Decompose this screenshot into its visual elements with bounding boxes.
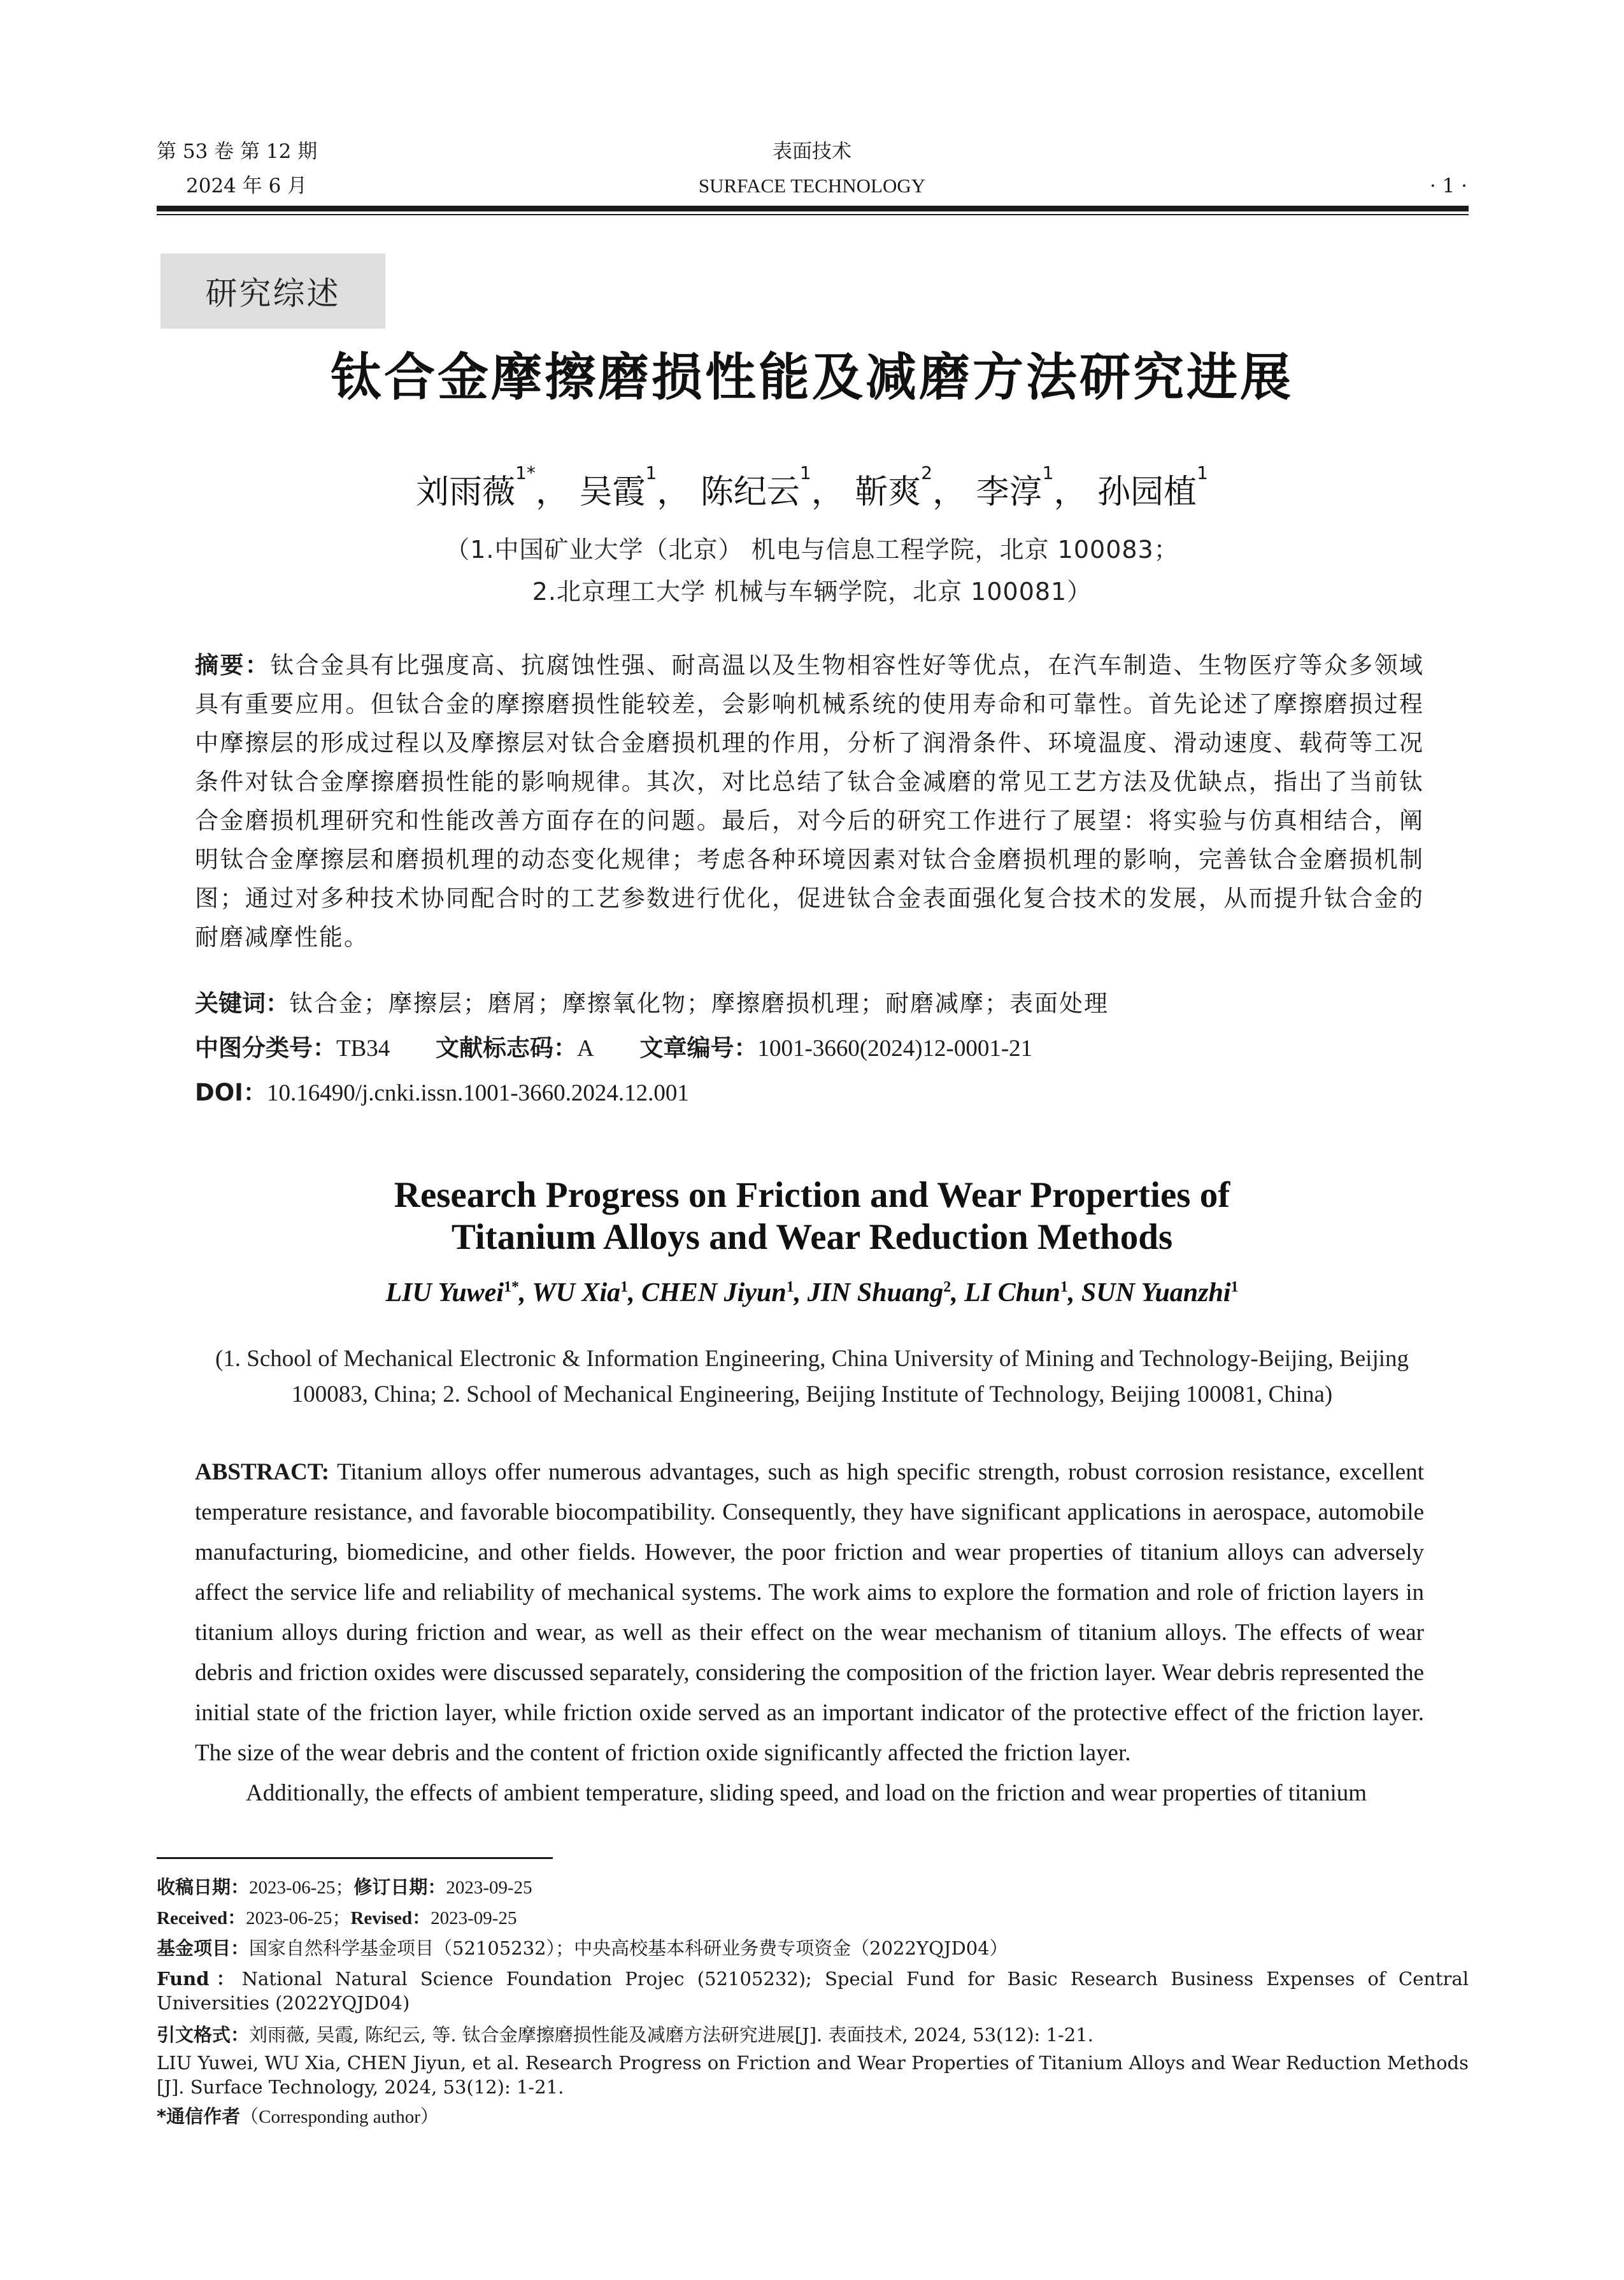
affiliation-en: (1. School of Mechanical Electronic & Information Engineering, China University of Mining and Technology-Beijing, Beijing 100083, China; 2. School of Mechanical Engineering, Beijing Institute of Technology, Beijing 100081, China) bbox=[215, 1346, 1409, 1407]
author-affiliation-mark: 1 bbox=[1230, 1279, 1239, 1295]
author-name-en: WU Xia bbox=[532, 1278, 621, 1307]
revised-cn-date: 2023-09-25 bbox=[446, 1877, 532, 1898]
abstract-label: 摘要： bbox=[195, 652, 271, 679]
article-no-value: 1001-3660(2024)12-0001-21 bbox=[757, 1036, 1033, 1062]
received-en-label: Received： bbox=[157, 1908, 246, 1928]
doi-line bbox=[195, 1076, 689, 1110]
fund-cn bbox=[157, 1936, 1469, 1960]
author-affiliation-mark: 2 bbox=[921, 462, 933, 483]
paper-title-cn: 钛合金摩擦磨损性能及减磨方法研究进展 bbox=[331, 348, 1293, 407]
author-name-en: SUN Yuanzhi bbox=[1081, 1278, 1231, 1307]
received-cn bbox=[157, 1875, 1469, 1900]
abstract-en bbox=[195, 1452, 1424, 1813]
keywords-text: 钛合金；摩擦层；磨屑；摩擦氧化物；摩擦磨损机理；耐磨减摩；表面处理 bbox=[289, 990, 1109, 1017]
author-name-en: CHEN Jiyun bbox=[641, 1278, 787, 1307]
footnote-rule bbox=[157, 1857, 553, 1859]
revised-en-label: Revised： bbox=[350, 1908, 431, 1928]
received-cn-label: 收稿日期： bbox=[157, 1876, 250, 1898]
author-name-en: LIU Yuwei bbox=[385, 1278, 504, 1307]
author-affiliation-mark: 1 bbox=[1197, 462, 1208, 483]
doi-label: DOI： bbox=[195, 1079, 267, 1106]
citation-en: LIU Yuwei, WU Xia, CHEN Jiyun, et al. Research Progress on Friction and Wear Properties of Titanium Alloys and Wear Reduction Methods [J]. Surface Technology, 2024, 53(12): 1-21. bbox=[157, 2052, 1469, 2098]
author-affiliation-mark: 1 bbox=[1060, 1279, 1068, 1295]
citation-cn-text: 刘雨薇, 吴霞, 陈纪云, 等. 钛合金摩擦磨损性能及减磨方法研究进展[J]. 表面技术, 2024, 53(12): 1-21. bbox=[249, 2024, 1093, 2046]
classification-line bbox=[195, 1032, 1032, 1065]
journal-title-cn: 表面技术 bbox=[773, 140, 851, 163]
revised-cn-label: 修订日期： bbox=[353, 1876, 446, 1898]
abstract-en-para2: Additionally, the effects of ambient temperature, sliding speed, and load on the friction and wear properties of titanium bbox=[246, 1780, 1367, 1806]
abstract-en-label: ABSTRACT: bbox=[195, 1459, 330, 1485]
paper-title-en-line2: Titanium Alloys and Wear Reduction Methods bbox=[451, 1217, 1173, 1257]
page-number: · 1 · bbox=[1429, 175, 1467, 197]
author-name: 吴霞 bbox=[579, 473, 646, 511]
received-cn-date: 2023-06-25； bbox=[249, 1877, 354, 1898]
received-en-date: 2023-06-25； bbox=[246, 1908, 351, 1928]
abstract-text: 钛合金具有比强度高、抗腐蚀性强、耐高温以及生物相容性好等优点，在汽车制造、生物医疗等众多领域具有重要应用。但钛合金的摩擦磨损性能较差，会影响机械系统的使用寿命和可靠性。首先论述了摩擦磨损过程中摩擦层的形成过程以及摩擦层对钛合金磨损机理的作用，分析了润滑条件、环境温度、滑动速度、载荷等工况条件对钛合金摩擦磨损性能的影响规律。其次，对比总结了钛合金减磨的常见工艺方法及优缺点，指出了当前钛合金磨损机理研究和性能改善方面存在的问题。最后，对今后的研究工作进行了展望：将实验与仿真相结合，阐明钛合金摩擦层和磨损机理的动态变化规律；考虑各种环境因素对钛合金磨损机理的影响，完善钛合金磨损机制图；通过对多种技术协同配合时的工艺参数进行优化，促进钛合金表面强化复合技术的发展，从而提升钛合金的耐磨减摩性能。 bbox=[195, 652, 1424, 951]
citation-cn bbox=[157, 2023, 1469, 2047]
clc-label: 中图分类号： bbox=[195, 1034, 336, 1062]
author-affiliation-mark: 1* bbox=[515, 462, 536, 483]
citation-cn-label: 引文格式： bbox=[157, 2024, 250, 2046]
keywords-label: 关键词： bbox=[195, 990, 289, 1017]
author-name: 李淳 bbox=[976, 473, 1043, 511]
doc-code-value: A bbox=[577, 1036, 594, 1062]
section-tag: 研究综述 bbox=[160, 253, 385, 329]
author-affiliation-mark: 1 bbox=[786, 1279, 794, 1295]
journal-title-en: SURFACE TECHNOLOGY bbox=[698, 175, 926, 197]
author-list-cn: 刘雨薇$^{1*}$， 吴霞$^1$， 陈纪云$^1$， 靳爽$^2$， 李淳$^1$， 孙园植$^1$ bbox=[416, 462, 1208, 511]
author-name: 陈纪云 bbox=[700, 473, 800, 511]
header-rule-thin bbox=[157, 214, 1469, 215]
abstract-en-para1: Titanium alloys offer numerous advantages, such as high specific strength, robust corrosion resistance, excellent temperature resistance, and favorable biocompatibility. Consequently, they have significant applications in aerospace, automobile manufacturing, biomedicine, and other fields. However, the poor friction and wear properties of titanium alloys can adversely affect the service life and reliability of mechanical systems. The work aims to explore the formation and role of friction layers in titanium alloys during friction and wear, as well as their effect on the wear mechanism of titanium alloys. The effects of wear debris and friction oxides were discussed separately, considering the composition of the friction layer. Wear debris represented the initial state of the friction layer, while friction oxide served as an important indicator of the protective effect of the friction layer. The size of the wear debris and the content of friction oxide significantly affected the friction layer. bbox=[195, 1459, 1424, 1766]
clc-value: TB34 bbox=[336, 1036, 390, 1062]
fund-cn-label: 基金项目： bbox=[157, 1937, 250, 1959]
author-list-en: LIU Yuwei$^{1*}$, WU Xia$^1$, CHEN Jiyun$^1$, JIN Shuang$^2$, LI Chun$^1$, SUN Yuanzhi$^1$ bbox=[385, 1278, 1239, 1307]
doi-link[interactable]: 10.16490/j.cnki.issn.1001-3660.2024.12.001 bbox=[266, 1080, 689, 1106]
received-en bbox=[157, 1906, 1469, 1930]
fund-cn-text: 国家自然科学基金项目（52105232）；中央高校基本科研业务费专项资金（2022YQJD04） bbox=[249, 1937, 1008, 1959]
author-name: 靳爽 bbox=[855, 473, 922, 511]
header-rule bbox=[157, 206, 1469, 211]
corresponding-label: *通信作者 bbox=[157, 2105, 241, 2127]
keywords bbox=[195, 987, 1109, 1020]
issue-date: 2024 年 6 月 bbox=[186, 175, 308, 197]
fund-en-label: Fund： bbox=[157, 1968, 242, 1990]
doc-code-label: 文献标志码： bbox=[436, 1034, 578, 1062]
author-affiliation-mark: 1 bbox=[620, 1279, 629, 1295]
author-affiliation-mark: 1 bbox=[1042, 462, 1054, 483]
corresponding-author bbox=[157, 2104, 1469, 2129]
volume-issue: 第 53 卷 第 12 期 bbox=[157, 140, 318, 163]
paper-title-en: Research Progress on Friction and Wear Properties of bbox=[394, 1175, 1230, 1215]
author-affiliation-mark: 1 bbox=[799, 462, 811, 483]
author-name-en: LI Chun bbox=[964, 1278, 1060, 1307]
author-name: 孙园植 bbox=[1097, 473, 1197, 511]
fund-en-text: National Natural Science Foundation Projec (52105232); Special Fund for Basic Research Business Expenses of Central Universities (2022YQJD04) bbox=[157, 1968, 1469, 2014]
article-no-label: 文章编号： bbox=[639, 1034, 758, 1062]
revised-en-date: 2023-09-25 bbox=[431, 1908, 517, 1928]
author-name: 刘雨薇 bbox=[416, 473, 516, 511]
author-affiliation-mark: 1 bbox=[645, 462, 657, 483]
author-affiliation-mark: 1* bbox=[504, 1279, 520, 1295]
author-affiliation-mark: 2 bbox=[943, 1279, 951, 1295]
affiliation-line: 2.北京理工大学 机械与车辆学院，北京 100081） bbox=[532, 578, 1092, 606]
abstract-cn bbox=[195, 646, 1424, 957]
corresponding-text: （Corresponding author） bbox=[240, 2107, 439, 2127]
fund-en bbox=[157, 1967, 1469, 2015]
affiliation-line: （1.中国矿业大学（北京） 机电与信息工程学院，北京 100083； bbox=[445, 536, 1179, 564]
author-name-en: JIN Shuang bbox=[807, 1278, 944, 1307]
